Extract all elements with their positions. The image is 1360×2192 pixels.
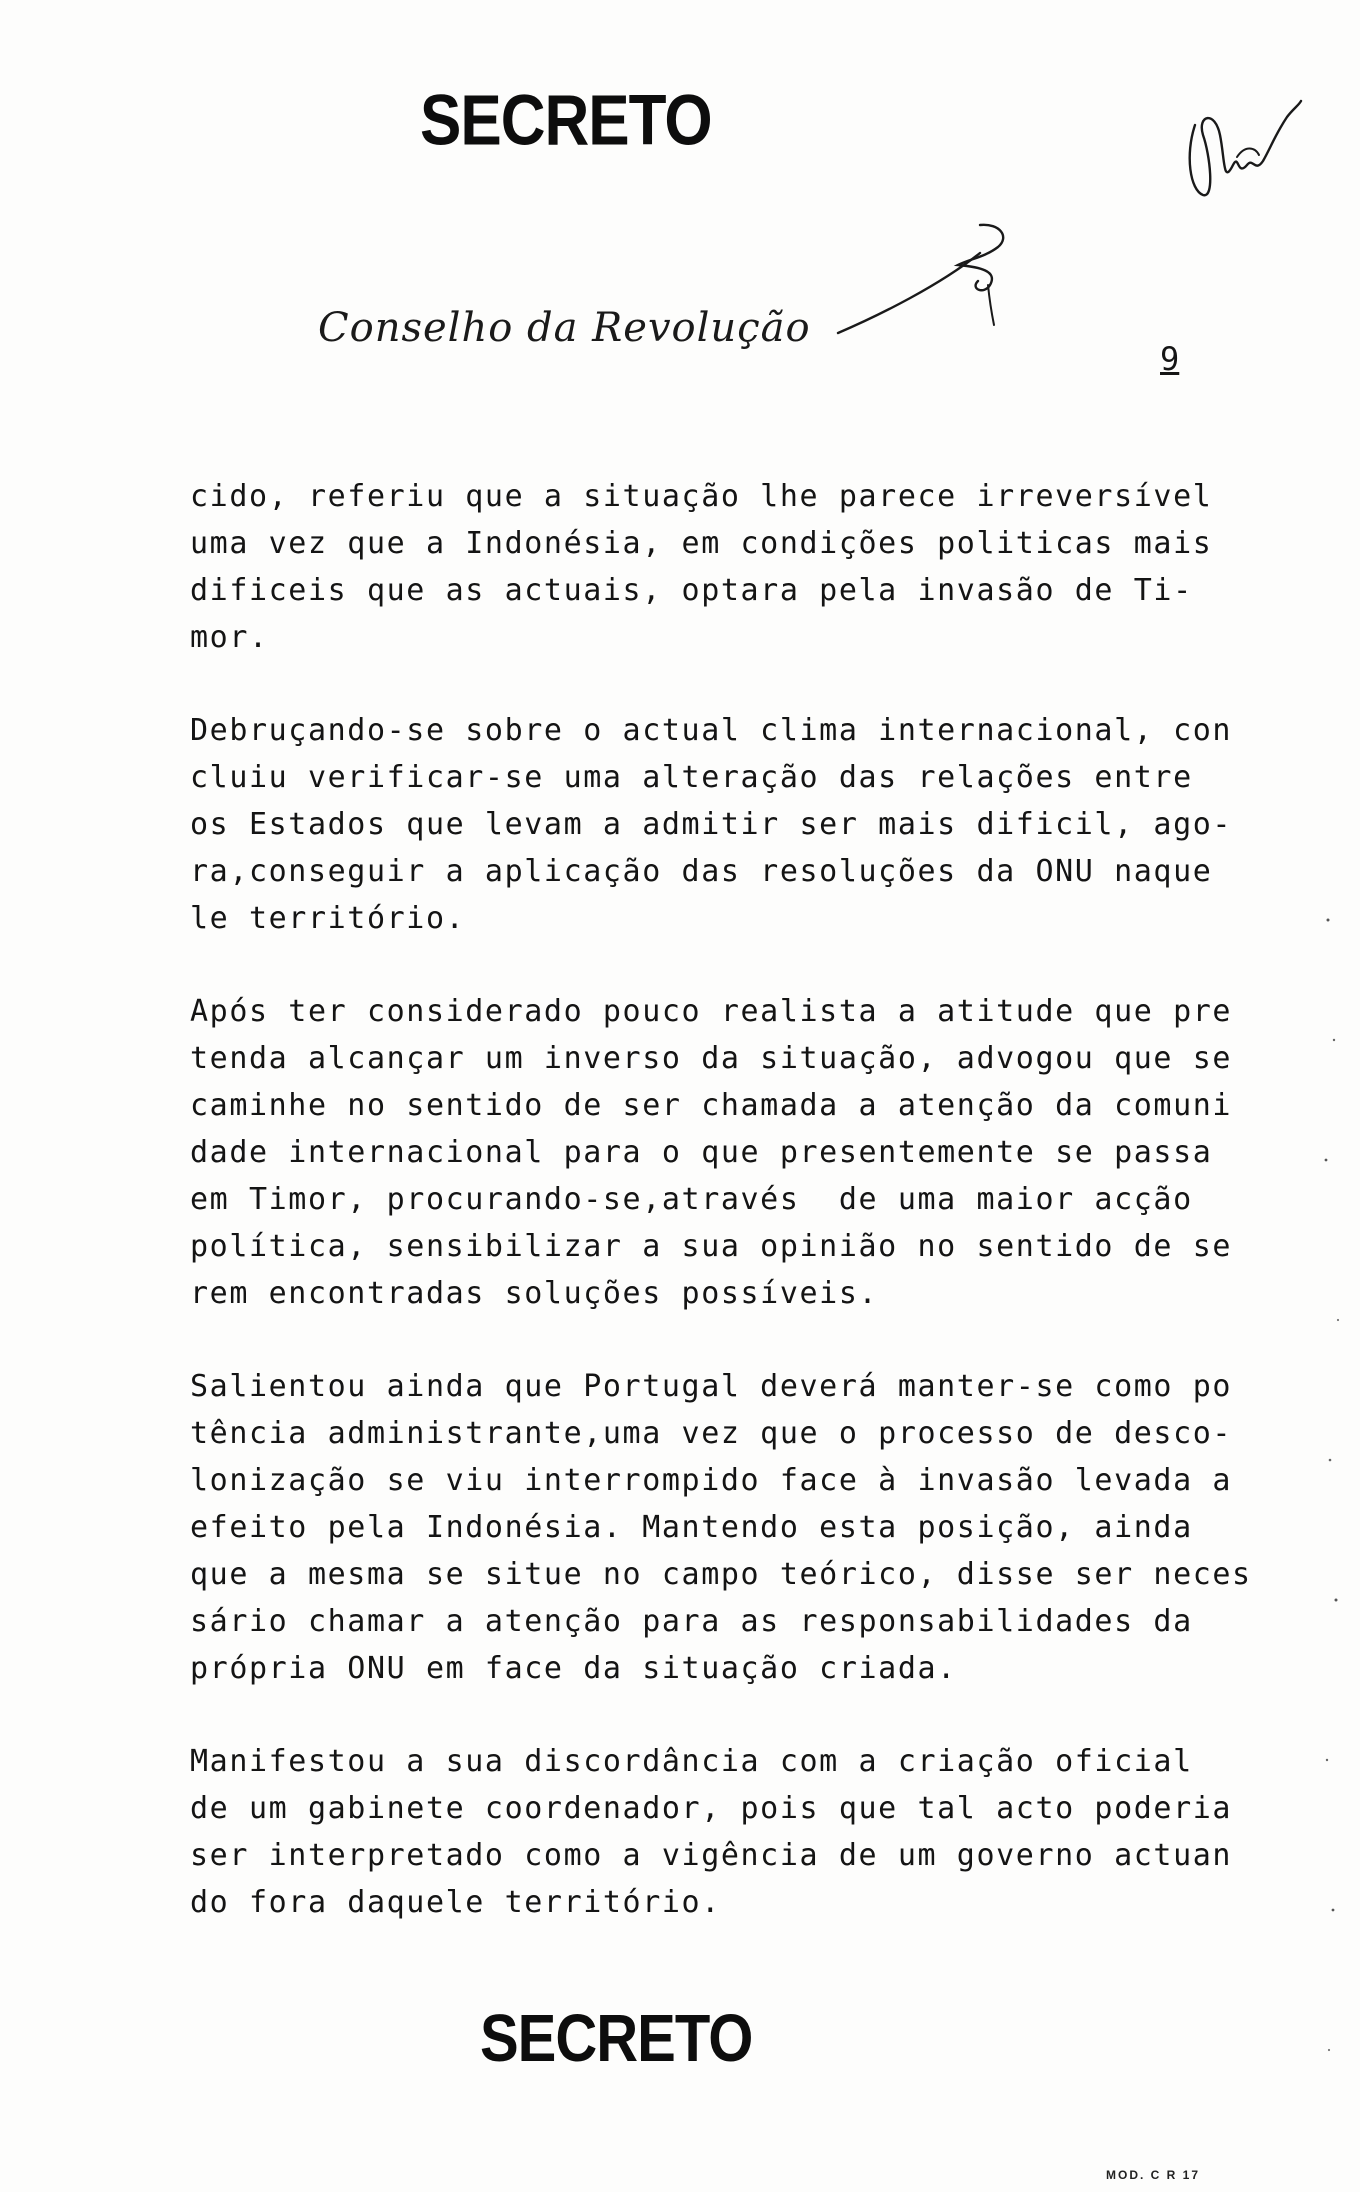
- handwritten-signature: [1175, 95, 1305, 215]
- text-line: cluiu verificar-se uma alteração das relações entre: [190, 760, 1193, 795]
- text-line: ser interpretado como a vigência de um governo actuan: [190, 1838, 1233, 1873]
- text-line: Após ter considerado pouco realista a atitude que pre: [190, 994, 1233, 1029]
- text-line: dade internacional para o que presentemente se passa: [190, 1135, 1213, 1170]
- text-line: os Estados que levam a admitir ser mais dificil, ago-: [190, 807, 1233, 842]
- paragraph-2: [190, 707, 1233, 942]
- paragraph-4: [190, 1363, 1252, 1692]
- text-line: em Timor, procurando-se,através de uma maior acção: [190, 1182, 1193, 1217]
- page-number: 9: [1160, 340, 1180, 378]
- paragraph-1: [190, 473, 1213, 661]
- body-text: [190, 473, 1252, 1972]
- text-line: que a mesma se situe no campo teórico, disse ser neces: [190, 1557, 1252, 1592]
- text-line: Debruçando-se sobre o actual clima internacional, con: [190, 713, 1233, 748]
- text-line: rem encontradas soluções possíveis.: [190, 1276, 879, 1311]
- text-line: de um gabinete coordenador, pois que tal acto poderia: [190, 1791, 1233, 1826]
- text-line: Salientou ainda que Portugal deverá manter-se como po: [190, 1369, 1233, 1404]
- text-line: efeito pela Indonésia. Mantendo esta posição, ainda: [190, 1510, 1193, 1545]
- paragraph-5: [190, 1738, 1233, 1926]
- text-line: cido, referiu que a situação lhe parece irreversível: [190, 479, 1213, 514]
- text-line: Manifestou a sua discordância com a criação oficial: [190, 1744, 1193, 1779]
- text-line: ra,conseguir a aplicação das resoluções da ONU naque: [190, 854, 1213, 889]
- secret-stamp-top: SECRETO: [420, 81, 712, 161]
- text-line: uma vez que a Indonésia, em condições politicas mais: [190, 526, 1213, 561]
- text-line: caminhe no sentido de ser chamada a atenção da comuni: [190, 1088, 1233, 1123]
- handwritten-initials: [830, 215, 1020, 345]
- text-line: política, sensibilizar a sua opinião no sentido de se: [190, 1229, 1233, 1264]
- paragraph-3: [190, 988, 1233, 1317]
- letterhead-title: Conselho da Revolução: [318, 305, 811, 351]
- text-line: sário chamar a atenção para as responsabilidades da: [190, 1604, 1193, 1639]
- text-line: própria ONU em face da situação criada.: [190, 1651, 957, 1686]
- form-code: MOD. C R 17: [1106, 2168, 1201, 2182]
- text-line: tenda alcançar um inverso da situação, advogou que se: [190, 1041, 1233, 1076]
- text-line: mor.: [190, 620, 269, 655]
- text-line: dificeis que as actuais, optara pela invasão de Ti-: [190, 573, 1193, 608]
- text-line: lonização se viu interrompido face à invasão levada a: [190, 1463, 1233, 1498]
- text-line: do fora daquele território.: [190, 1885, 721, 1920]
- text-line: tência administrante,uma vez que o processo de desco-: [190, 1416, 1233, 1451]
- scan-edge-noise: [1320, 900, 1350, 2100]
- text-line: le território.: [190, 901, 466, 936]
- secret-stamp-bottom: SECRETO: [480, 2001, 753, 2076]
